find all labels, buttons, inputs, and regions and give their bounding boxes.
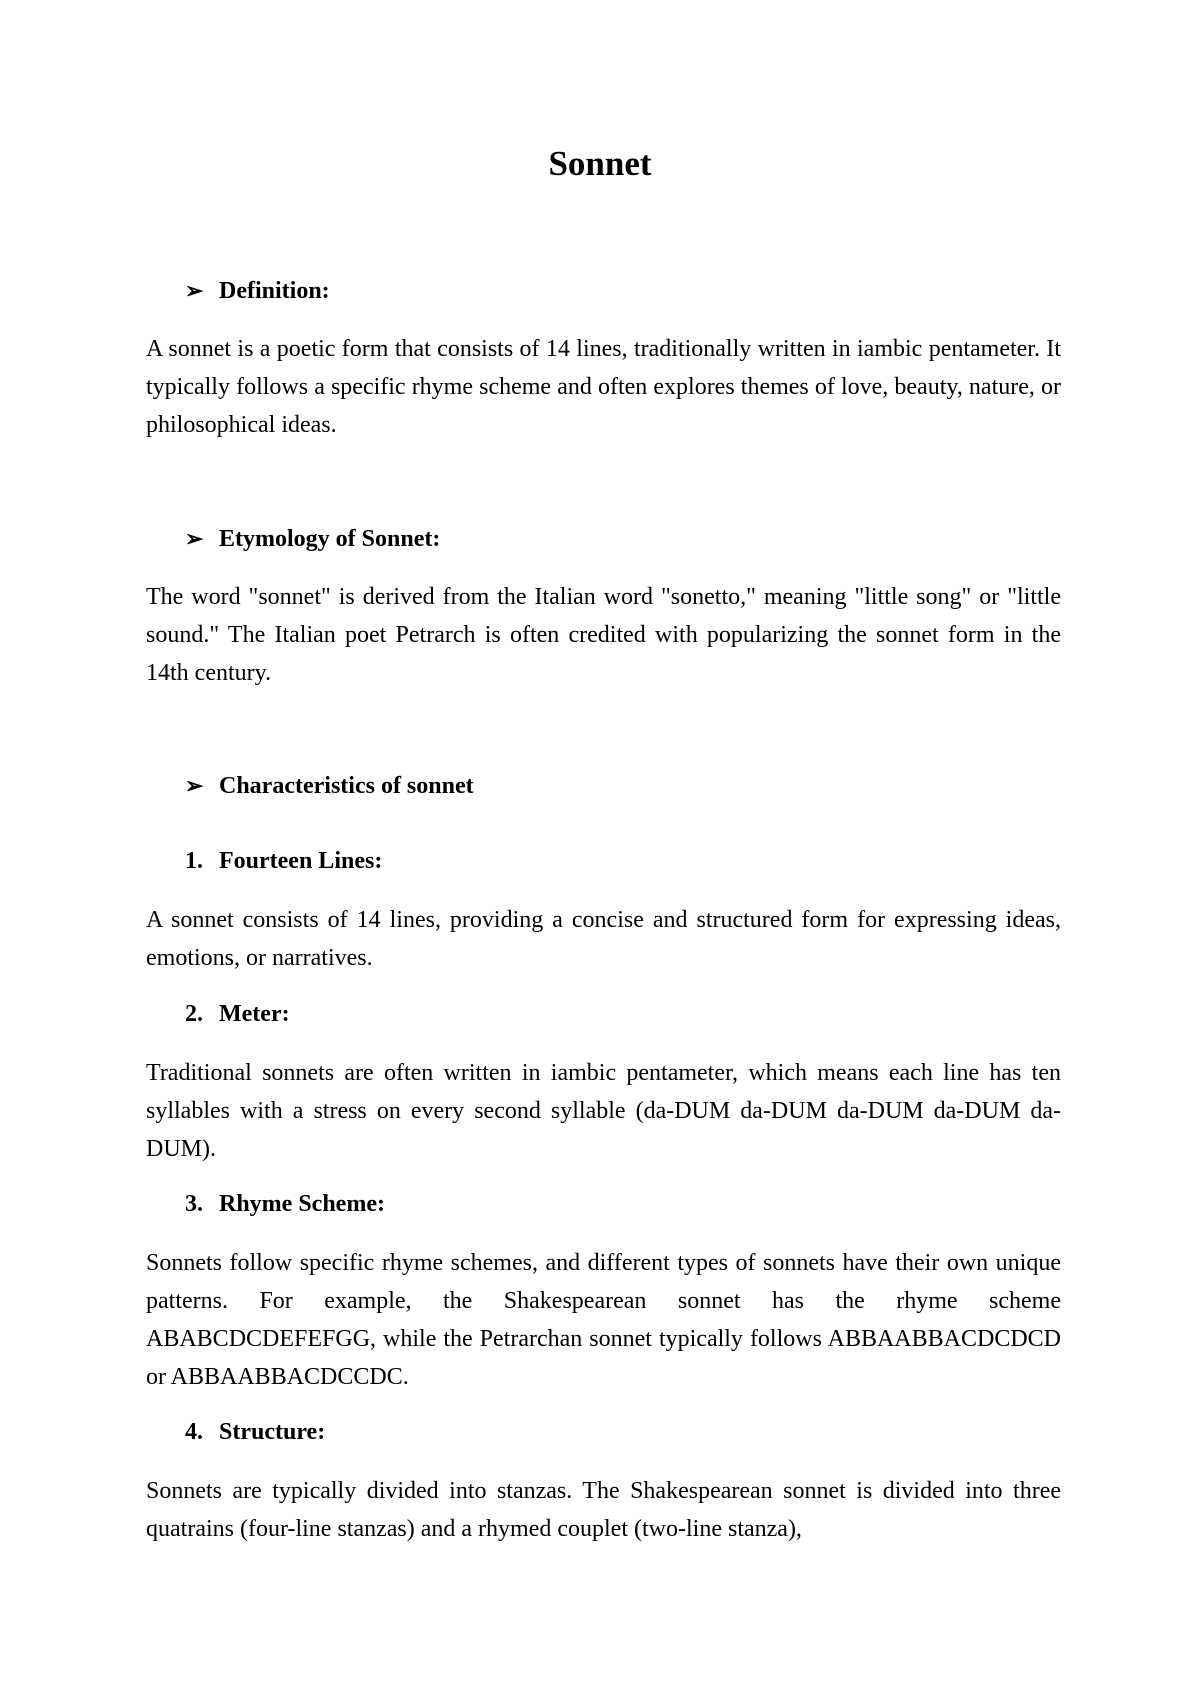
section-heading-label: Definition:: [219, 278, 330, 304]
characteristic-heading-rhyme-scheme: [185, 1188, 385, 1220]
characteristic-label: Fourteen Lines:: [219, 848, 383, 874]
rhyme-scheme-paragraph: Sonnets follow specific rhyme schemes, and different types of sonnets have their own unique patterns. For example, the Shakespearean sonnet has the rhyme scheme ABABCDCDEFEFGG, while the Petrarchan sonnet typically follows ABBAABBACDCDCD or ABBAABBACDCCDC.: [146, 1250, 1061, 1390]
section-heading-label: Characteristics of sonnet: [219, 773, 474, 799]
characteristic-heading-fourteen-lines: [185, 845, 382, 877]
section-heading-definition: [185, 275, 330, 307]
section-heading-label: Etymology of Sonnet:: [219, 526, 441, 552]
list-number: 4.: [185, 1419, 203, 1445]
arrow-bullet-icon: ➢: [185, 526, 204, 551]
structure-paragraph: Sonnets are typically divided into stanzas. The Shakespearean sonnet is divided into three quatrains (four-line stanzas) and a rhymed couplet (two-line stanza),: [146, 1478, 1061, 1542]
characteristic-label: Rhyme Scheme:: [219, 1191, 385, 1217]
arrow-bullet-icon: ➢: [185, 773, 204, 798]
characteristic-label: Meter:: [219, 1001, 290, 1027]
definition-paragraph: A sonnet is a poetic form that consists of 14 lines, traditionally written in iambic pentameter. It typically follows a specific rhyme scheme and often explores themes of love, beauty, nature, or philosophical ideas.: [146, 336, 1061, 438]
section-heading-characteristics: [185, 770, 474, 802]
characteristic-heading-structure: [185, 1416, 325, 1448]
list-number: 3.: [185, 1191, 203, 1217]
list-number: 2.: [185, 1001, 203, 1027]
page-title: Sonnet: [548, 144, 652, 183]
section-heading-etymology: [185, 523, 440, 555]
fourteen-lines-paragraph: A sonnet consists of 14 lines, providing a concise and structured form for expressing ideas, emotions, or narratives.: [146, 907, 1061, 971]
characteristic-label: Structure:: [219, 1419, 326, 1445]
characteristic-heading-meter: [185, 998, 290, 1030]
etymology-paragraph: The word "sonnet" is derived from the Italian word "sonetto," meaning "little song" or "little sound." The Italian poet Petrarch is often credited with popularizing the sonnet form in the 14th century.: [146, 584, 1061, 686]
list-number: 1.: [185, 848, 203, 874]
arrow-bullet-icon: ➢: [185, 278, 204, 303]
meter-paragraph: Traditional sonnets are often written in iambic pentameter, which means each line has ten syllables with a stress on every second syllable (da-DUM da-DUM da-DUM da-DUM da-DUM).: [146, 1060, 1061, 1162]
